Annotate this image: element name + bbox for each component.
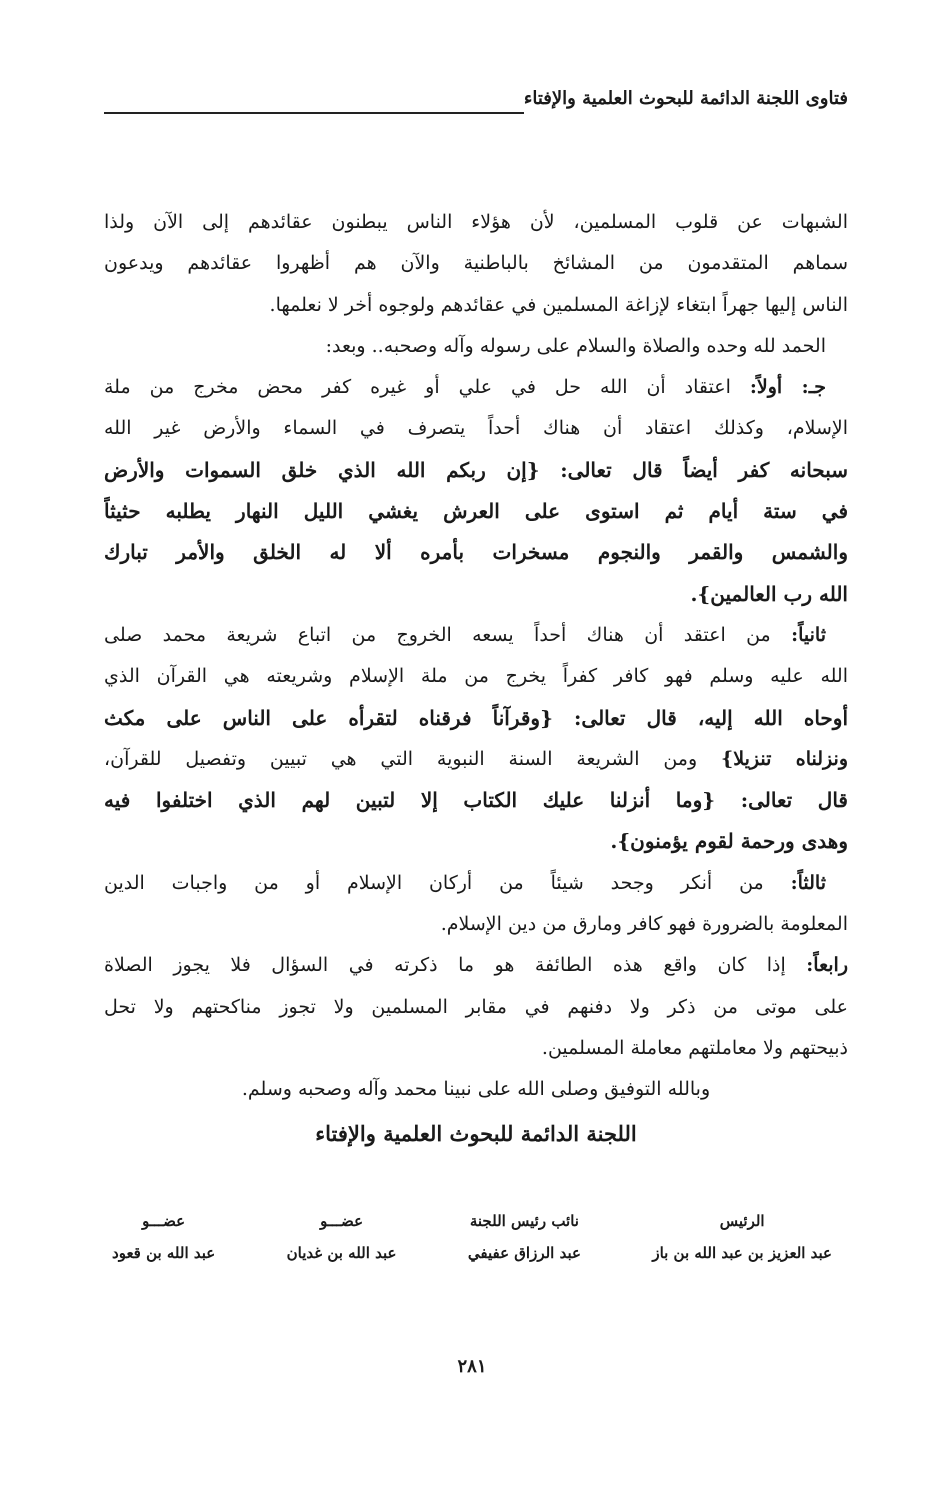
- text-line: سماهم المتقدمون من المشائخ بالباطنية والآن هم أظهروا عقائدهم ويدعون: [104, 252, 848, 275]
- header-rule: [104, 112, 524, 114]
- text-line: ذبيحتهم ولا معاملتهم معاملة المسلمين.: [541, 1036, 848, 1059]
- text-line: [104, 532, 848, 573]
- text-line: قال تعالى: {وما أنزلنا عليك الكتاب إلا لتبين لهم الذي اختلفوا فيه: [104, 788, 848, 813]
- header-title: فتاوى اللجنة الدائمة للبحوث العلمية والإفتاء: [523, 88, 848, 109]
- text-line: ونزلناه تنزيلا} ومن الشريعة السنة النبوية التي هي تبيين وتفصيل للقرآن،: [104, 747, 848, 770]
- text-line: أوحاه الله إليه، قال تعالى: {وقرآناً فرقناه لتقرأه على الناس على مكث: [104, 705, 848, 730]
- quran-verse: {إن ربكم الله الذي خلق السموات والأرض: [104, 457, 540, 482]
- opening-line: الحمد لله وحده والصلاة والسلام على رسوله وآله وصحبه.. وبعد:: [325, 334, 826, 357]
- signature-vice-chairman: [468, 1212, 581, 1262]
- point-label: رابعاً:: [806, 954, 848, 977]
- signature-role: الرئيس: [719, 1212, 765, 1230]
- text-line: المعلومة بالضرورة فهو كافر ومارق من دين الإسلام.: [440, 913, 848, 936]
- quran-verse: وهدى ورحمة لقوم يؤمنون}.: [610, 829, 848, 854]
- point-label: ثالثاً:: [790, 871, 826, 894]
- signature-name: عبد الله بن قعود: [112, 1244, 216, 1262]
- page-number: ٢٨١: [457, 1356, 487, 1377]
- text-line: الشبهات عن قلوب المسلمين، لأن هؤلاء الناس يبطنون عقائدهم إلى الآن ولذا: [104, 211, 848, 233]
- quran-verse: ونزلناه تنزيلا}: [721, 747, 848, 770]
- signature-chairman: [652, 1212, 832, 1262]
- signature-block: [112, 1212, 832, 1262]
- signature-role: نائب رئيس اللجنة: [469, 1212, 579, 1230]
- text-line: [104, 574, 848, 615]
- text-line: [104, 491, 848, 532]
- point-label: ثانياً:: [791, 623, 826, 646]
- text-line: على موتى من ذكر ولا دفنهم في مقابر المسلمين ولا تجوز مناكحتهم ولا تحل: [104, 995, 848, 1018]
- quran-verse: في ستة أيام ثم استوى على العرش يغشي الليل النهار يطلبه حثيثاً: [104, 499, 848, 524]
- quran-verse: الله رب العالمين}.: [690, 581, 848, 606]
- fatwa-body: [104, 202, 848, 1157]
- text-line: الناس إليها جهراً ابتغاء لإزاغة المسلمين في عقائدهم ولوجوه أخر لا نعلمها.: [269, 293, 848, 316]
- point-label: جـ: أولاً:: [749, 376, 827, 399]
- text-line: الإسلام، وكذلك اعتقاد أن هناك أحداً يتصرف في السماء والأرض غير الله: [104, 417, 848, 440]
- text-line: ثالثاً: من أنكر وجحد شيئاً من أركان الإسلام أو من واجبات الدين: [104, 871, 826, 894]
- signature-name: عبد الرزاق عفيفي: [467, 1244, 581, 1262]
- text-line: ثانياً: من اعتقد أن هناك أحداً يسعه الخروج من اتباع شريعة محمد صلى: [104, 623, 826, 646]
- text-line: رابعاً: إذا كان واقع هذه الطائفة هو ما ذكرته في السؤال فلا يجوز الصلاة: [104, 954, 848, 977]
- signature-name: عبد العزيز بن عبد الله بن باز: [652, 1244, 832, 1262]
- quran-verse: {وما أنزلنا عليك الكتاب إلا لتبين لهم الذي اختلفوا فيه: [104, 788, 716, 813]
- signature-name: عبد الله بن غديان: [286, 1244, 397, 1262]
- signature-role: عضـــو: [142, 1212, 186, 1230]
- text-line: سبحانه كفر أيضاً قال تعالى: {إن ربكم الله الذي خلق السموات والأرض: [104, 457, 848, 482]
- signature-role: عضـــو: [320, 1212, 364, 1230]
- text-line: جـ: أولاً: اعتقاد أن الله حل في علي أو غيره كفر محض مخرج من ملة: [104, 376, 827, 399]
- committee-name: اللجنة الدائمة للبحوث العلمية والإفتاء: [315, 1120, 637, 1146]
- text-line: الله عليه وسلم فهو كافر كفراً يخرج من ملة الإسلام وشريعته هي القرآن الذي: [104, 665, 848, 688]
- text-line: [104, 821, 848, 862]
- quran-verse: {وقرآناً فرقناه لتقرأه على الناس على مكث: [104, 705, 553, 730]
- running-header: [104, 88, 848, 120]
- closing-line: وبالله التوفيق وصلى الله على نبينا محمد وآله وصحبه وسلم.: [241, 1078, 711, 1101]
- signature-member: [112, 1212, 215, 1262]
- signature-member: [287, 1212, 397, 1262]
- quran-verse: والشمس والقمر والنجوم مسخرات بأمره ألا له الخلق والأمر تبارك: [104, 540, 848, 565]
